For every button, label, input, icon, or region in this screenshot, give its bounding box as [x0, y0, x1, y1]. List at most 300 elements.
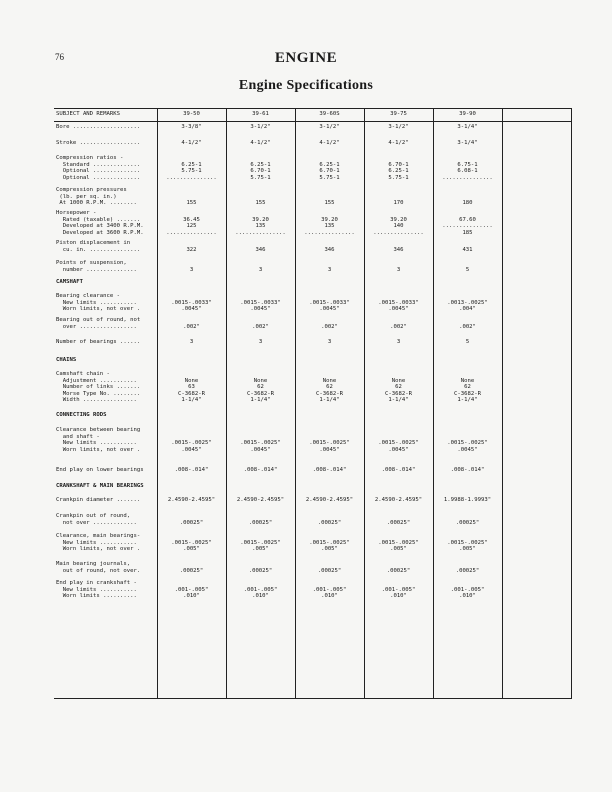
value-cell-39-61 [226, 561, 295, 574]
value-line [433, 187, 502, 194]
value-line [295, 240, 364, 247]
value-line: None [460, 377, 475, 384]
value-line: .00025" [386, 567, 411, 574]
value-line [226, 155, 295, 162]
value-line [433, 513, 502, 520]
subject-line: Optional .............. [56, 174, 141, 181]
value-line: .008-.014" [450, 467, 485, 473]
value-cell-39-50 [157, 513, 226, 526]
subject-line: Compression ratios - [56, 155, 124, 161]
subject-line: New limits ........... [56, 539, 137, 546]
value-line: .0015-.0025" [171, 539, 212, 546]
value-line [364, 293, 433, 300]
value-line: 4-1/2" [388, 140, 409, 146]
value-line [226, 260, 295, 267]
value-line: 5 [465, 339, 470, 345]
value-line [226, 513, 295, 520]
value-line: 346 [255, 246, 266, 253]
value-cell-39-60S [295, 155, 364, 181]
subject-line: Worn limits, not over . [56, 546, 141, 553]
value-line: 4-1/2" [250, 140, 271, 146]
value-cell-39-50 [157, 260, 226, 273]
value-line: .0015-.0025" [240, 440, 281, 447]
value-line: 1-1/4" [388, 397, 409, 404]
value-cell-39-61 [226, 513, 295, 526]
value-line [295, 434, 364, 441]
value-line: .010" [321, 593, 338, 600]
value-line: 5 [465, 266, 470, 273]
value-line [226, 580, 295, 587]
value-cell-39-50 [157, 427, 226, 453]
value-line: C-3682-R [316, 390, 343, 397]
value-line [364, 187, 433, 194]
value-line: 5.75-1 [250, 174, 271, 181]
value-line [157, 427, 226, 434]
subject-label [56, 467, 156, 474]
subject-label [56, 187, 156, 207]
value-line: .0045" [388, 306, 409, 313]
subject-label [56, 497, 156, 504]
value-line: 3 [327, 266, 332, 273]
value-line: 3 [189, 339, 194, 345]
subject-line: Worn limits .......... [56, 593, 137, 600]
value-line [364, 427, 433, 434]
value-line: 6.25-1 [250, 161, 271, 168]
subject-line: over ................. [56, 323, 137, 330]
value-line [295, 533, 364, 540]
value-cell-39-90 [433, 467, 502, 474]
value-cell-39-61 [226, 260, 295, 273]
value-line: 3-1/2" [319, 124, 340, 130]
value-line [295, 371, 364, 378]
subject-line: Number of links ....... [56, 384, 141, 391]
subject-label [56, 140, 156, 147]
value-line: None [253, 377, 268, 384]
subject-label [56, 580, 156, 600]
value-line [295, 194, 364, 201]
value-cell-39-61 [226, 317, 295, 330]
value-line: 39.20 [252, 216, 269, 223]
value-line: 3 [258, 339, 263, 345]
page-number: 76 [55, 52, 64, 62]
value-line: .005" [390, 546, 407, 553]
value-line: 4-1/2" [181, 140, 202, 146]
value-cell-39-75 [364, 533, 433, 553]
value-line: 140 [393, 223, 404, 230]
value-cell-39-61 [226, 497, 295, 504]
value-cell-39-60S [295, 580, 364, 600]
value-cell-39-75 [364, 561, 433, 574]
value-line [226, 187, 295, 194]
value-line: 346 [393, 246, 404, 253]
subject-line: Worn limits, not over . [56, 446, 141, 453]
value-line: .00025" [248, 519, 273, 526]
value-cell-39-90 [433, 561, 502, 574]
value-cell-39-75 [364, 240, 433, 253]
value-line: 4-1/2" [319, 140, 340, 146]
value-line: 3-1/4" [457, 140, 478, 146]
subject-label [56, 210, 156, 236]
value-line [364, 371, 433, 378]
value-line: ............... [304, 229, 355, 236]
value-line: .010" [390, 593, 407, 600]
value-cell-39-50 [157, 155, 226, 181]
value-line: .010" [459, 593, 476, 600]
value-line: .0045" [319, 446, 340, 453]
value-line: 5.75-1 [319, 174, 340, 181]
value-cell-39-60S [295, 427, 364, 453]
value-line: 3-3/8" [181, 124, 202, 130]
value-line: .0015-.0025" [309, 539, 350, 546]
column-divider [364, 108, 365, 698]
value-cell-39-61 [226, 427, 295, 453]
value-line: .0015-.0033" [309, 299, 350, 306]
value-line [433, 580, 502, 587]
value-cell-39-61 [226, 124, 295, 131]
value-line: C-3682-R [454, 390, 481, 397]
value-line: 62 [326, 384, 333, 391]
value-line: ............... [442, 223, 493, 230]
value-line: 1-1/4" [181, 397, 202, 404]
value-cell-39-60S [295, 124, 364, 131]
value-line [157, 240, 226, 247]
value-line [157, 371, 226, 378]
value-cell-39-60S [295, 339, 364, 346]
value-cell-39-61 [226, 371, 295, 404]
subject-line: New limits ........... [56, 440, 137, 447]
value-line: 2.4590-2.4595" [305, 497, 354, 503]
subject-label [56, 240, 156, 253]
subject-line: out of round, not over. [56, 567, 141, 574]
value-cell-39-61 [226, 533, 295, 553]
value-line: 3-1/2" [388, 124, 409, 130]
value-line: 6.70-1 [319, 168, 340, 175]
model-header-3: 39-75 [390, 111, 407, 117]
value-cell-39-50 [157, 467, 226, 474]
value-line: .0045" [250, 446, 271, 453]
value-cell-39-90 [433, 580, 502, 600]
value-line: .002" [321, 323, 338, 330]
subject-label [56, 260, 156, 273]
value-line: .0015-.0025" [447, 440, 488, 447]
value-line: 322 [186, 246, 197, 253]
value-line: 62 [257, 384, 264, 391]
value-line [433, 293, 502, 300]
value-line [157, 533, 226, 540]
value-cell-39-75 [364, 124, 433, 131]
value-line [433, 194, 502, 201]
value-line: C-3682-R [247, 390, 274, 397]
value-cell-39-50 [157, 339, 226, 346]
table-rule [54, 698, 572, 699]
value-cell-39-61 [226, 339, 295, 346]
subject-line: Horsepower - [56, 210, 97, 216]
value-line: .005" [321, 546, 338, 553]
value-line [433, 240, 502, 247]
value-line [433, 317, 502, 324]
table-rule [54, 121, 572, 122]
value-line: 6.70-1 [250, 168, 271, 175]
value-line [364, 240, 433, 247]
subject-line: Stroke .................. [56, 140, 141, 146]
value-line: .00025" [248, 567, 273, 574]
value-line: .001-.005" [174, 586, 209, 593]
value-line [157, 317, 226, 324]
subject-line: New limits ........... [56, 586, 137, 593]
value-line: .0015-.0033" [171, 299, 212, 306]
value-cell-39-60S [295, 260, 364, 273]
column-divider [157, 108, 158, 698]
value-line: 62 [395, 384, 402, 391]
value-line [364, 561, 433, 568]
value-line: .005" [252, 546, 269, 553]
value-cell-39-90 [433, 339, 502, 346]
subject-label [56, 317, 156, 330]
subject-line: Number of bearings ...... [56, 339, 141, 345]
value-line: .004" [459, 306, 476, 313]
value-line: .0015-.0025" [171, 440, 212, 447]
value-line [433, 155, 502, 162]
value-cell-39-75 [364, 580, 433, 600]
value-line: .0015-.0025" [240, 539, 281, 546]
value-line: 346 [324, 246, 335, 253]
value-line: ............... [373, 229, 424, 236]
subject-line: CAMSHAFT [56, 279, 83, 285]
value-line: .00025" [179, 567, 204, 574]
value-cell-39-60S [295, 371, 364, 404]
subject-label [56, 124, 156, 131]
subject-label [56, 561, 156, 574]
value-cell-39-50 [157, 561, 226, 574]
value-cell-39-61 [226, 580, 295, 600]
column-divider [433, 108, 434, 698]
subject-line: not over ............. [56, 519, 137, 526]
value-line [295, 561, 364, 568]
value-line [157, 580, 226, 587]
subject-line: CONNECTING RODS [56, 412, 107, 418]
value-line [433, 210, 502, 217]
value-line [226, 561, 295, 568]
table-header-row [54, 108, 572, 122]
value-cell-39-60S [295, 187, 364, 207]
value-cell-39-90 [433, 533, 502, 553]
subject-line: New limits ........... [56, 299, 137, 306]
value-cell-39-75 [364, 293, 433, 313]
value-line [295, 580, 364, 587]
subject-line: Main bearing journals, [56, 561, 131, 567]
value-line [295, 187, 364, 194]
subject-line: cu. in. ............... [56, 246, 141, 253]
value-line [295, 210, 364, 217]
value-cell-39-50 [157, 533, 226, 553]
value-line [364, 260, 433, 267]
value-line [226, 240, 295, 247]
value-line: 3 [327, 339, 332, 345]
model-header-1: 39-61 [252, 111, 269, 117]
value-cell-39-50 [157, 497, 226, 504]
subject-line: Points of suspension, [56, 260, 127, 266]
value-line: 3 [258, 266, 263, 273]
value-line [226, 293, 295, 300]
value-line [295, 293, 364, 300]
section-heading [56, 279, 156, 286]
value-line: .0045" [388, 446, 409, 453]
model-header-2: 39-60S [319, 111, 340, 117]
value-line [226, 194, 295, 201]
value-line [226, 371, 295, 378]
engine-spec-table [54, 108, 572, 698]
value-cell-39-75 [364, 187, 433, 207]
value-line: .002" [390, 323, 407, 330]
value-line: 1.9988-1.9993" [443, 497, 492, 503]
value-line: 3-1/4" [457, 124, 478, 130]
subject-line: Bore .................... [56, 124, 141, 130]
subject-line: Compression pressures [56, 187, 127, 193]
table-rule [54, 108, 572, 109]
value-cell-39-50 [157, 124, 226, 131]
value-cell-39-75 [364, 339, 433, 346]
value-cell-39-75 [364, 260, 433, 273]
subject-line: Developed at 3400 R.P.M. [56, 223, 144, 230]
value-line [226, 434, 295, 441]
value-cell-39-90 [433, 210, 502, 236]
value-cell-39-90 [433, 124, 502, 131]
subject-line: Standard .............. [56, 161, 141, 168]
value-line: .0045" [319, 306, 340, 313]
value-line: 155 [186, 200, 197, 207]
subject-line: Clearance, main bearings- [56, 533, 141, 539]
value-cell-39-60S [295, 497, 364, 504]
chapter-title: ENGINE [274, 50, 338, 66]
value-line [226, 427, 295, 434]
value-line [226, 533, 295, 540]
value-cell-39-61 [226, 293, 295, 313]
value-line [157, 210, 226, 217]
value-line [157, 187, 226, 194]
subject-label [56, 293, 156, 313]
subject-label [56, 371, 156, 404]
value-cell-39-60S [295, 210, 364, 236]
model-header-0: 39-50 [183, 111, 200, 117]
value-line: 63 [188, 384, 195, 391]
value-cell-39-50 [157, 187, 226, 207]
section-title: Engine Specifications [238, 78, 374, 93]
subject-line: End play in crankshaft - [56, 580, 137, 586]
value-line: .002" [183, 323, 200, 330]
value-cell-39-61 [226, 467, 295, 474]
value-line: .008-.014" [174, 467, 209, 473]
value-line: 3-1/2" [250, 124, 271, 130]
value-line [295, 317, 364, 324]
value-line: C-3682-R [385, 390, 412, 397]
value-line: .0015-.0025" [447, 539, 488, 546]
subject-header: SUBJECT AND REMARKS [56, 111, 120, 117]
section-heading [56, 483, 156, 490]
value-line [157, 194, 226, 201]
value-line: 2.4590-2.4595" [374, 497, 423, 503]
value-cell-39-75 [364, 140, 433, 147]
value-cell-39-90 [433, 187, 502, 207]
value-line [157, 155, 226, 162]
value-line [226, 210, 295, 217]
subject-line: CHAINS [56, 357, 77, 363]
value-cell-39-50 [157, 293, 226, 313]
value-line: .00025" [179, 519, 204, 526]
value-cell-39-90 [433, 140, 502, 147]
value-cell-39-90 [433, 497, 502, 504]
value-line: 6.70-1 [388, 161, 409, 168]
subject-line: Crankpin diameter ....... [56, 497, 141, 503]
value-cell-39-50 [157, 240, 226, 253]
value-line: 5.75-1 [181, 168, 202, 175]
subject-line: At 1000 R.P.M. ........ [56, 200, 137, 207]
value-line: 2.4590-2.4595" [236, 497, 285, 503]
value-cell-39-60S [295, 240, 364, 253]
subject-line: Clearance between bearing [56, 427, 141, 433]
subject-line: Optional .............. [56, 168, 141, 175]
value-line [226, 317, 295, 324]
value-cell-39-90 [433, 240, 502, 253]
value-cell-39-60S [295, 140, 364, 147]
subject-line: End play on lower bearings [56, 467, 144, 473]
value-line: 155 [255, 200, 266, 207]
value-line [295, 260, 364, 267]
model-header-4: 39-90 [459, 111, 476, 117]
subject-line: Piston displacement in [56, 240, 131, 246]
value-line [157, 513, 226, 520]
value-line: .00025" [317, 519, 342, 526]
value-cell-39-90 [433, 293, 502, 313]
value-line: 6.25-1 [181, 161, 202, 168]
value-line: 125 [186, 223, 197, 230]
value-cell-39-60S [295, 317, 364, 330]
value-line [364, 580, 433, 587]
section-heading [56, 412, 156, 419]
value-line [433, 533, 502, 540]
value-cell-39-90 [433, 317, 502, 330]
value-line [433, 434, 502, 441]
value-line: 3 [396, 339, 401, 345]
value-line [433, 260, 502, 267]
value-line: .001-.005" [243, 586, 278, 593]
value-line: 2.4590-2.4595" [167, 497, 216, 503]
value-line [295, 155, 364, 162]
value-line: C-3682-R [178, 390, 205, 397]
value-cell-39-90 [433, 260, 502, 273]
value-line: .001-.005" [381, 586, 416, 593]
value-line: ............... [166, 174, 217, 181]
value-line: ............... [442, 174, 493, 181]
subject-line: Adjustment ........... [56, 377, 137, 384]
value-cell-39-75 [364, 210, 433, 236]
value-line: 170 [393, 200, 404, 207]
value-line: 3 [396, 266, 401, 273]
value-line [157, 561, 226, 568]
value-line: .002" [459, 323, 476, 330]
value-line [364, 210, 433, 217]
value-cell-39-60S [295, 561, 364, 574]
value-line: 67.60 [459, 216, 476, 223]
value-line [364, 155, 433, 162]
value-cell-39-50 [157, 371, 226, 404]
value-line: 6.25-1 [319, 161, 340, 168]
subject-line: Developed at 3600 R.P.M. [56, 229, 144, 236]
subject-line: Camshaft chain - [56, 371, 110, 377]
value-cell-39-61 [226, 187, 295, 207]
value-line: 1-1/4" [457, 397, 478, 404]
value-line [433, 427, 502, 434]
value-line: .0045" [181, 446, 202, 453]
